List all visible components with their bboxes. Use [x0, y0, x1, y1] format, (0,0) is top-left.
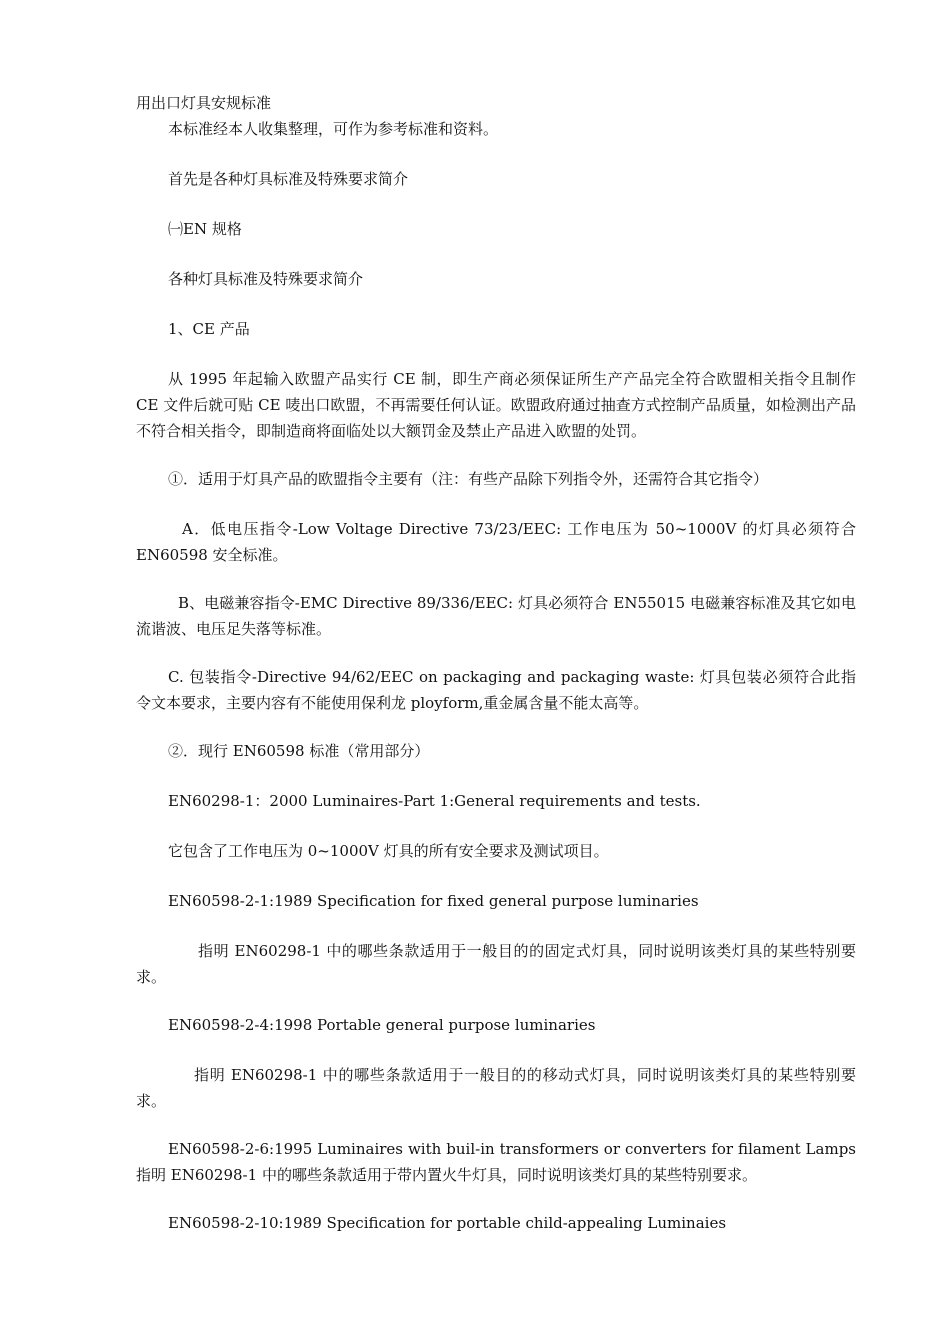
- paragraph-en60598-2-6: EN60598-2-6:1995 Luminaires with buil-in transformers or converters for filament Lamps 指明 EN60298-1 中的哪些条款适用于带内置火牛灯具，同时说明该类灯具的某些特别要求。: [136, 1140, 856, 1184]
- paragraph-lvd: A．低电压指令-Low Voltage Directive 73/23/EEC: 工作电压为 50~1000V 的灯具必须符合 EN60598 安全标准。: [136, 520, 856, 564]
- paragraph-en60598-2-1-description: 指明 EN60298-1 中的哪些条款适用于一般目的的固定式灯具，同时说明该类灯具的某些特别要求。: [136, 942, 856, 986]
- paragraph-overview-heading: 首先是各种灯具标准及特殊要求简介: [168, 170, 409, 188]
- paragraph-standards-intro: 各种灯具标准及特殊要求简介: [168, 270, 364, 288]
- paragraph-intro: 本标准经本人收集整理，可作为参考标准和资料。: [168, 120, 499, 138]
- paragraph-en60598-2-10: EN60598-2-10:1989 Specification for portable child-appealing Luminaies: [168, 1214, 727, 1232]
- paragraph-en60598-2-1: EN60598-2-1:1989 Specification for fixed general purpose luminaries: [168, 892, 699, 910]
- paragraph-ce-heading: 1、CE 产品: [168, 320, 250, 338]
- paragraph-en-spec-heading: ㈠EN 规格: [168, 220, 242, 238]
- document-title: 用出口灯具安规标准: [136, 94, 272, 112]
- paragraph-en60298-1-description: 它包含了工作电压为 0~1000V 灯具的所有安全要求及测试项目。: [168, 842, 609, 860]
- paragraph-en60598-2-4: EN60598-2-4:1998 Portable general purpose luminaries: [168, 1016, 596, 1034]
- paragraph-en60298-1: EN60298-1：2000 Luminaires-Part 1:General requirements and tests.: [168, 792, 701, 810]
- paragraph-en60598-2-4-description: 指明 EN60298-1 中的哪些条款适用于一般目的的移动式灯具，同时说明该类灯具的某些特别要求。: [136, 1066, 856, 1110]
- paragraph-emc: B、电磁兼容指令-EMC Directive 89/336/EEC: 灯具必须符合 EN55015 电磁兼容标准及其它如电流谐波、电压足失落等标准。: [136, 594, 856, 638]
- paragraph-ce-body: 从 1995 年起输入欧盟产品实行 CE 制，即生产商必须保证所生产产品完全符合欧盟相关指令且制作 CE 文件后就可贴 CE 唛出口欧盟，不再需要任何认证。欧盟政府通过抽查方式控制产品质量，如检测出产品不符合相关指令，即制造商将面临处以大额罚金及禁止产品进入欧盟的处罚。: [136, 370, 856, 440]
- paragraph-en60598-heading: ②．现行 EN60598 标准（常用部分）: [168, 742, 430, 760]
- paragraph-directives-heading: ①．适用于灯具产品的欧盟指令主要有（注：有些产品除下列指令外，还需符合其它指令）: [168, 470, 769, 488]
- paragraph-packaging: C. 包装指令-Directive 94/62/EEC on packaging and packaging waste: 灯具包装必须符合此指令文本要求，主要内容有不能使用保利龙 ployform,重金属含量不能太高等。: [136, 668, 856, 712]
